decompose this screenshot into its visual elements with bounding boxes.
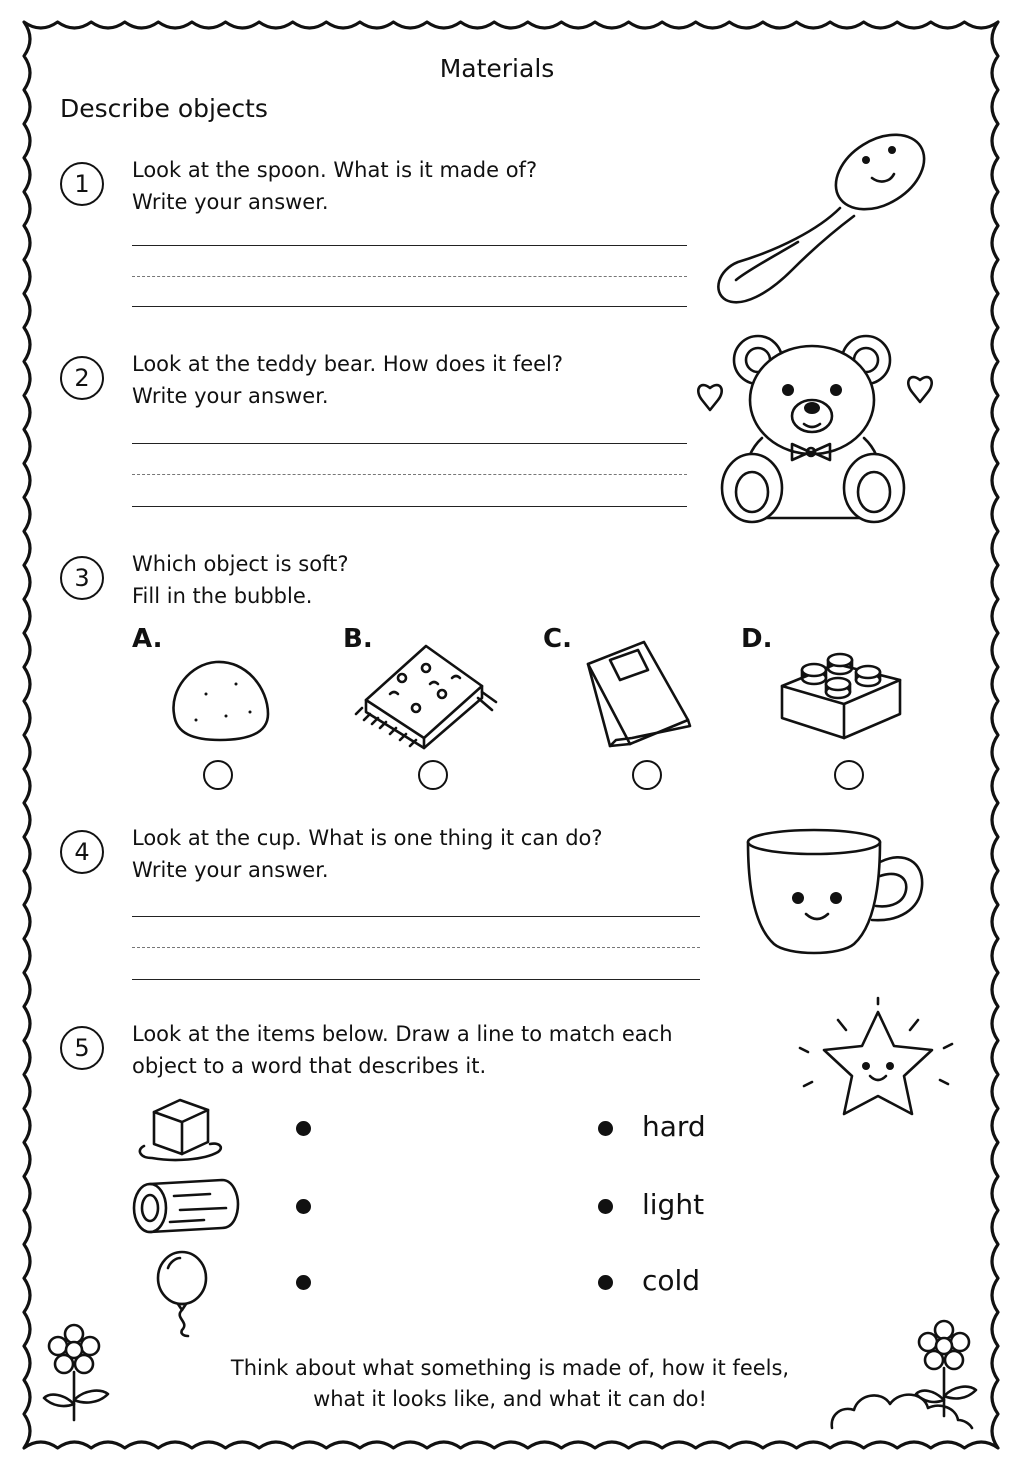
question-2-line-1: Look at the teddy bear. How does it feel?: [132, 352, 564, 376]
question-number-5: 5: [60, 1026, 104, 1070]
footer-line-2: what it looks like, and what it can do!: [313, 1387, 707, 1411]
question-5-prompt: [132, 1018, 673, 1082]
ice-cube-icon: [134, 1094, 224, 1164]
match-dot-word-1[interactable]: [598, 1121, 613, 1136]
answer-line-1-top[interactable]: [132, 245, 687, 246]
question-1-line-2: Write your answer.: [132, 190, 329, 214]
question-number-1: 1: [60, 162, 104, 206]
option-a-label: A.: [132, 624, 163, 654]
match-word-hard: hard: [642, 1110, 706, 1143]
answer-line-2-top[interactable]: [132, 443, 687, 444]
answer-bubble-d[interactable]: [834, 760, 864, 790]
footer-line-1: Think about what something is made of, how it feels,: [230, 1356, 790, 1380]
rock-icon: [166, 654, 276, 744]
question-1-prompt: [132, 154, 537, 218]
spoon-icon: [708, 130, 938, 310]
question-4-line-1: Look at the cup. What is one thing it can do?: [132, 826, 603, 850]
page-subtitle: Describe objects: [60, 94, 268, 123]
footer-tip: [180, 1353, 840, 1415]
match-dot-word-3[interactable]: [598, 1275, 613, 1290]
match-dot-object-1[interactable]: [296, 1121, 311, 1136]
page-title: Materials: [439, 54, 555, 83]
toy-brick-icon: [776, 634, 906, 742]
question-3-prompt: [132, 548, 348, 612]
option-c-label: C.: [543, 624, 572, 654]
teddy-bear-icon: [690, 328, 950, 538]
answer-bubble-b[interactable]: [418, 760, 448, 790]
answer-line-1-mid: [132, 276, 687, 277]
book-icon: [580, 634, 700, 754]
match-dot-object-3[interactable]: [296, 1275, 311, 1290]
question-number-2: 2: [60, 356, 104, 400]
question-3-line-2: Fill in the bubble.: [132, 584, 313, 608]
option-d-label: D.: [741, 624, 773, 654]
match-dot-object-2[interactable]: [296, 1199, 311, 1214]
match-word-light: light: [642, 1188, 705, 1221]
flower-icon: [38, 1324, 124, 1424]
blanket-icon: [356, 638, 506, 750]
answer-line-4-top[interactable]: [132, 916, 700, 917]
question-number-3: 3: [60, 556, 104, 600]
answer-line-2-base[interactable]: [132, 506, 687, 507]
match-word-cold: cold: [642, 1264, 701, 1297]
answer-bubble-a[interactable]: [203, 760, 233, 790]
cup-icon: [744, 826, 934, 960]
question-2-prompt: [132, 348, 563, 412]
question-1-line-1: Look at the spoon. What is it made of?: [132, 158, 538, 182]
answer-line-4-mid: [132, 947, 700, 948]
question-2-line-2: Write your answer.: [132, 384, 329, 408]
log-icon: [130, 1176, 242, 1236]
question-3-line-1: Which object is soft?: [132, 552, 349, 576]
option-b-label: B.: [343, 624, 373, 654]
answer-line-1-base[interactable]: [132, 306, 687, 307]
balloon-icon: [150, 1250, 220, 1338]
question-number-4: 4: [60, 830, 104, 874]
star-icon: [798, 996, 958, 1126]
question-5-line-2: object to a word that describes it.: [132, 1054, 487, 1078]
question-5-line-1: Look at the items below. Draw a line to match each: [132, 1022, 673, 1046]
bush-icon: [828, 1380, 978, 1430]
question-4-prompt: [132, 822, 603, 886]
answer-bubble-c[interactable]: [632, 760, 662, 790]
question-4-line-2: Write your answer.: [132, 858, 329, 882]
answer-line-4-base[interactable]: [132, 979, 700, 980]
match-dot-word-2[interactable]: [598, 1199, 613, 1214]
answer-line-2-mid: [132, 474, 687, 475]
